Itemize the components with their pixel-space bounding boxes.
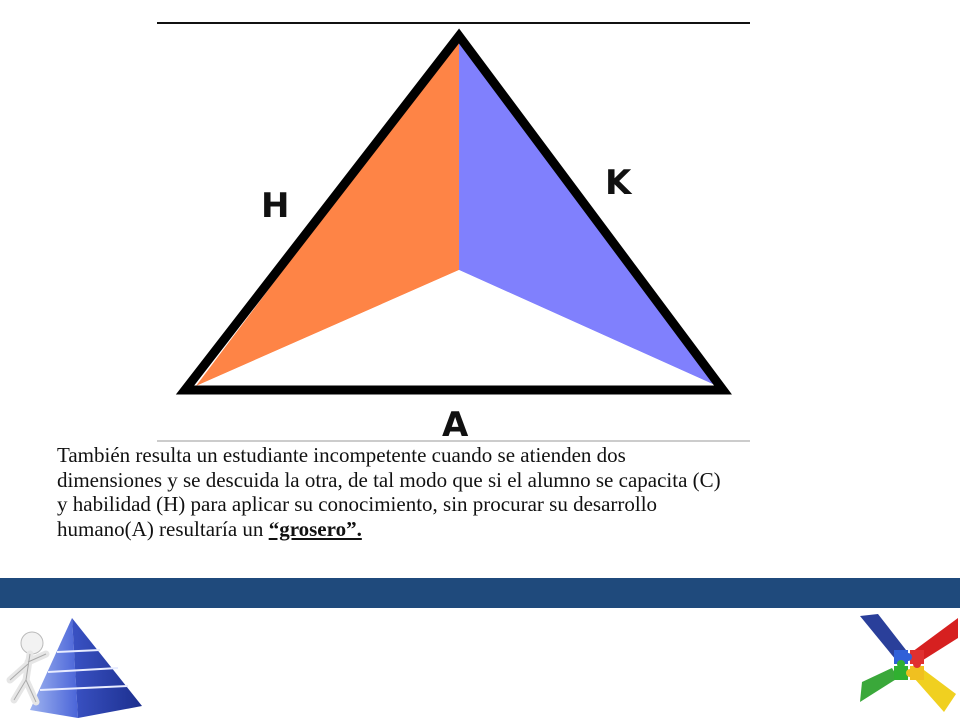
label-a: A	[442, 405, 469, 444]
label-h: H	[261, 186, 290, 226]
text-line-4-prefix: humano(A) resultaría un	[57, 516, 269, 541]
text-line-4	[57, 517, 902, 542]
body-paragraph	[57, 443, 902, 541]
emphasis-word: “grosero”.	[268, 516, 362, 541]
pyramid-climber-icon	[0, 610, 146, 720]
text-line-3: y habilidad (H) para aplicar su conocimiento, sin procurar su desarrollo	[57, 492, 658, 516]
puzzle-hands-icon	[858, 612, 960, 720]
text-line-2: dimensiones y se descuida la otra, de tal modo que si el alumno se capacita (C)	[57, 467, 721, 492]
text-line-1: También resulta un estudiante incompetente cuando se atienden dos	[57, 443, 626, 467]
label-k: K	[605, 163, 632, 203]
hka-triangle-figure	[157, 20, 753, 444]
footer-bar	[0, 578, 960, 608]
